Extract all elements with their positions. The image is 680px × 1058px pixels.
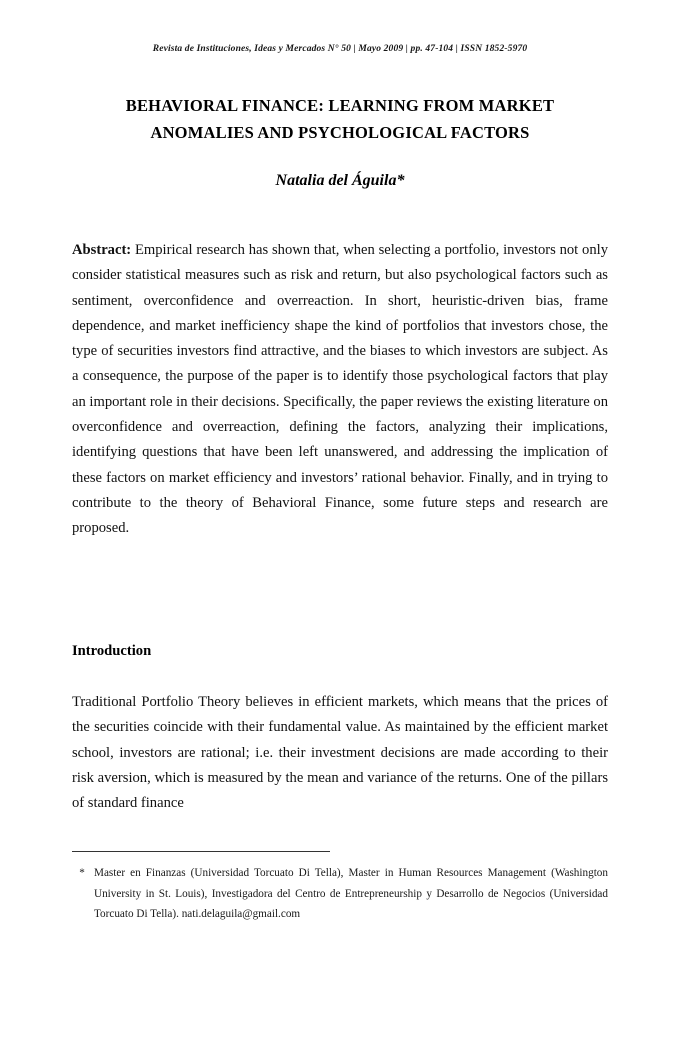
article-author: Natalia del Águila* <box>275 172 405 189</box>
introduction-first-paragraph: Traditional Portfolio Theory believes in efficient markets, which means that the prices of the securities coincide with their fundamental value. As maintained by the efficient market school, investors are rational; i.e. their investment decisions are made according to their risk aversion, which is measured by the mean and variance of the returns. One of the pillars of standard finance <box>72 694 608 812</box>
footnote-marker: * <box>79 867 85 879</box>
footnote-block <box>72 863 608 925</box>
abstract-label: Abstract: <box>72 242 132 258</box>
abstract-block <box>72 238 608 542</box>
article-title-line-2: ANOMALIES AND PSYCHOLOGICAL FACTORS <box>150 123 530 142</box>
footnote-text: Master en Finanzas (Universidad Torcuato Di Tella), Master in Human Resources Management (Washington University in St. Louis), Investigadora del Centro de Entrepreneurship y Desarrollo de Negocios (Universidad Torcuato Di Tella). nati.delaguila@gmail.com <box>94 867 608 920</box>
footnote-separator-rule <box>72 851 330 852</box>
article-title <box>72 92 608 146</box>
section-heading-introduction: Introduction <box>72 643 152 659</box>
abstract-text: Empirical research has shown that, when selecting a portfolio, investors not only consider statistical measures such as risk and return, but also psychological factors such as sentiment, overconfidence and overreaction. In short, heuristic-driven bias, frame dependence, and market inefficiency shape the kind of portfolios that investors chose, the type of securities investors find attractive, and the biases to which investors are subject. As a consequence, the purpose of the paper is to identify those psychological factors that play an important role in their decisions. Specifically, the paper reviews the existing literature on overconfidence and overreaction, defining the factors, analyzing their implications, identifying questions that have been left unanswered, and addressing the implication of these factors on market efficiency and investors’ rational behavior. Finally, and in trying to contribute to the theory of Behavioral Finance, some future steps and research are proposed. <box>72 242 609 537</box>
journal-running-head: Revista de Instituciones, Ideas y Mercados N° 50 | Mayo 2009 | pp. 47-104 | ISSN 1852-5970 <box>152 44 528 54</box>
article-title-line-1: BEHAVIORAL FINANCE: LEARNING FROM MARKET <box>125 96 555 115</box>
